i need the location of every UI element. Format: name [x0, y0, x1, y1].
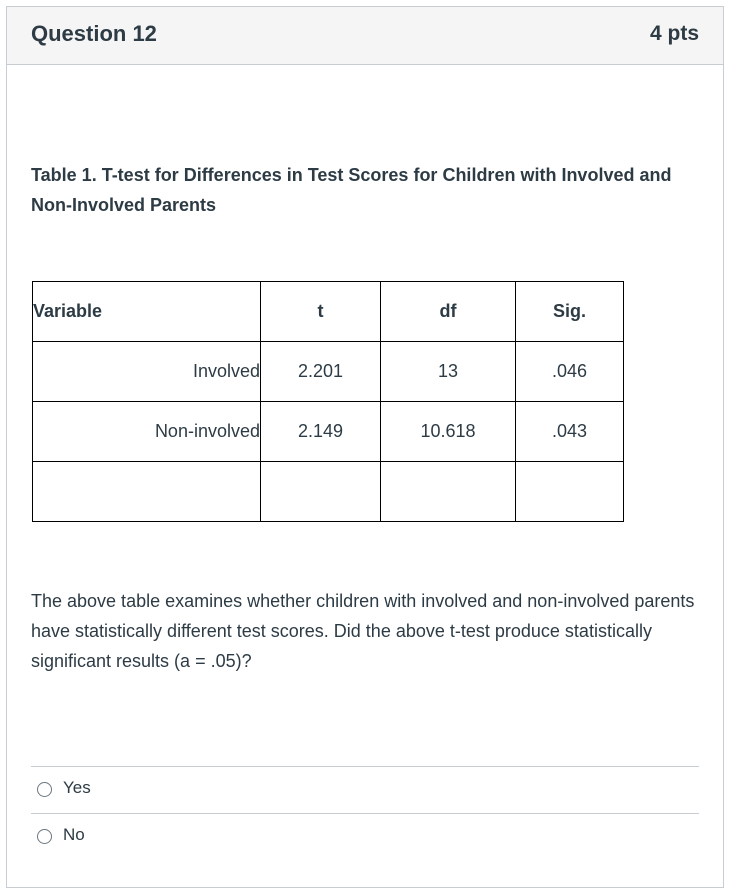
cell-sig [516, 462, 624, 522]
cell-variable: Non-involved [33, 402, 261, 462]
cell-variable [33, 462, 261, 522]
table-header-row [33, 282, 624, 342]
ttest-table [32, 281, 624, 522]
answer-list [31, 766, 699, 860]
cell-t [261, 462, 381, 522]
cell-sig: .043 [516, 402, 624, 462]
header-sig: Sig. [516, 282, 624, 342]
table-row [33, 402, 624, 462]
table-row [33, 342, 624, 402]
answer-option-yes[interactable] [31, 766, 699, 813]
cell-df: 13 [381, 342, 516, 402]
answer-option-no[interactable] [31, 813, 699, 860]
header-t: t [261, 282, 381, 342]
answer-label-no[interactable]: No [63, 825, 85, 844]
radio-button-no[interactable] [37, 829, 52, 844]
cell-t: 2.149 [261, 402, 381, 462]
cell-t: 2.201 [261, 342, 381, 402]
cell-df [381, 462, 516, 522]
table-caption: Table 1. T-test for Differences in Test Scores for Children with Involved and Non-Involved Parents [31, 165, 672, 215]
radio-button-yes[interactable] [37, 782, 52, 797]
header-df: df [381, 282, 516, 342]
cell-df: 10.618 [381, 402, 516, 462]
question-prompt: The above table examines whether children with involved and non-involved parents have statistically different test scores. Did the above t-test produce statistically significant results (a = .05)? [31, 591, 695, 671]
cell-sig: .046 [516, 342, 624, 402]
question-title: Question 12 [31, 21, 157, 46]
question-header [7, 7, 723, 65]
table-row [33, 462, 624, 522]
cell-variable: Involved [33, 342, 261, 402]
header-variable: Variable [33, 282, 261, 342]
answer-label-yes[interactable]: Yes [63, 778, 91, 797]
question-card [6, 6, 724, 888]
question-points: 4 pts [649, 22, 699, 45]
